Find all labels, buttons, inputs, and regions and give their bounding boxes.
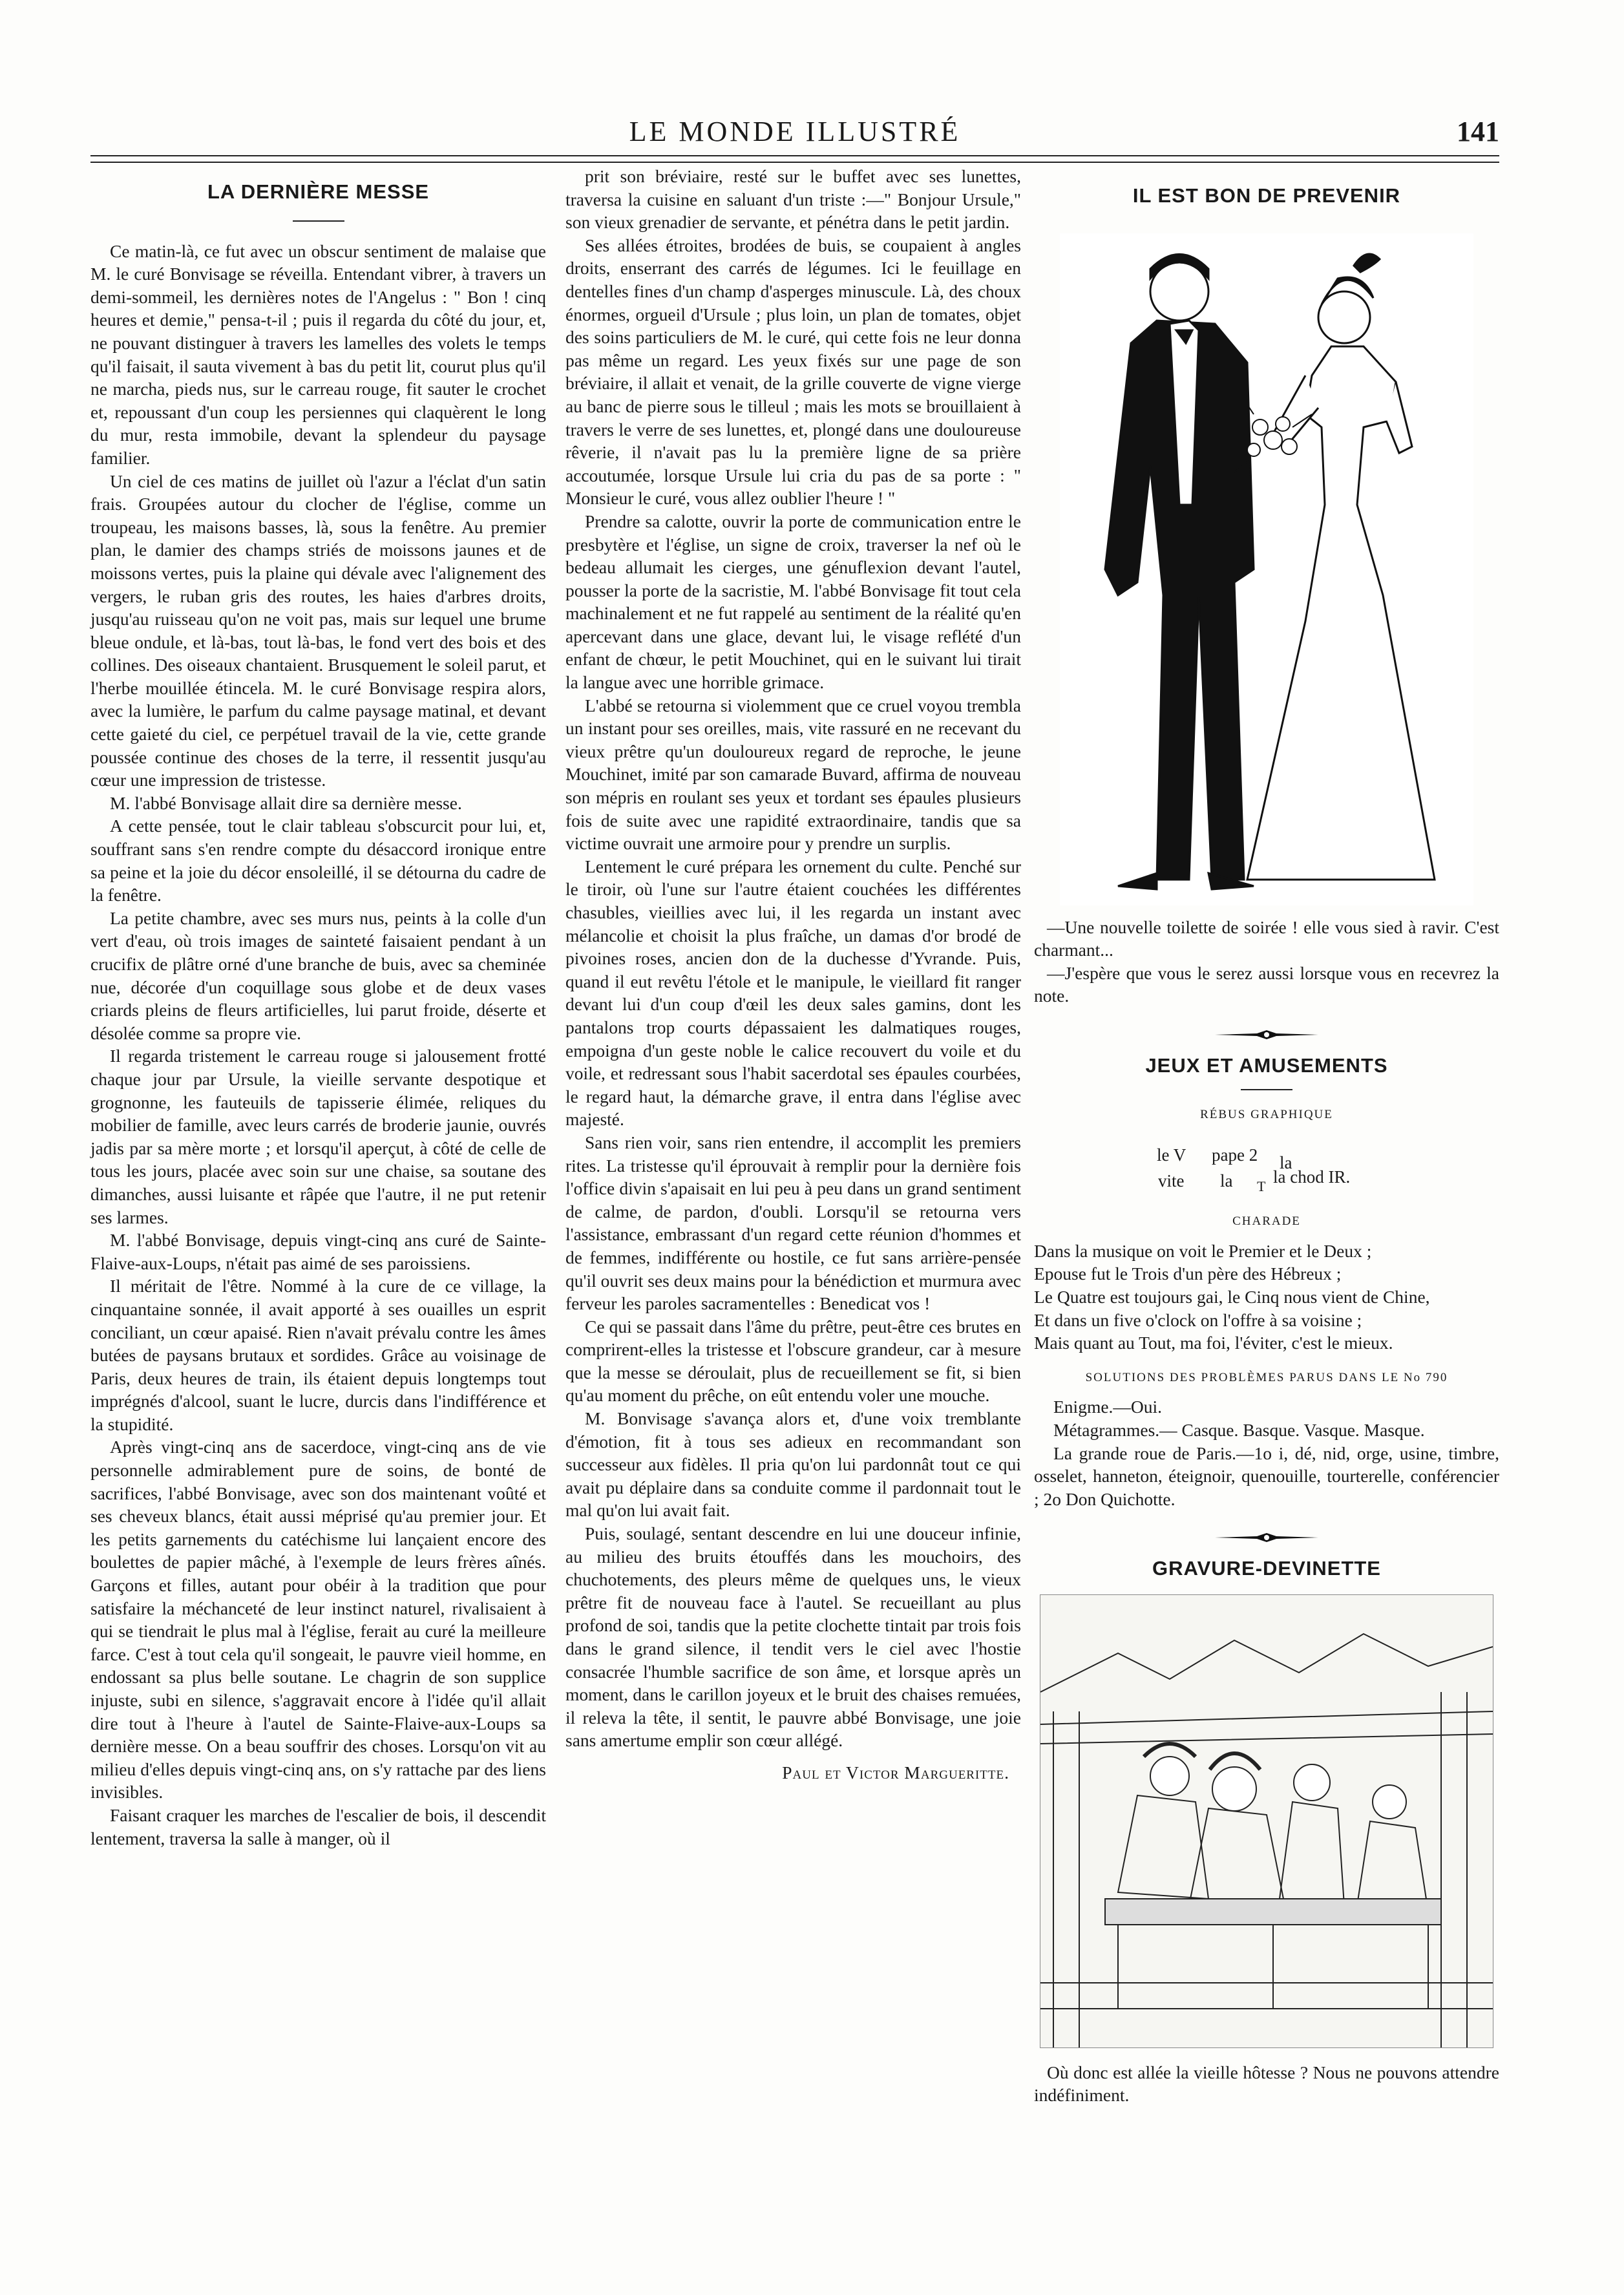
cartoon-illustration [1060, 233, 1473, 905]
cartoon-caption-2: —J'espère que vous le serez aussi lorsque vous en recevrez la note. [1034, 962, 1499, 1006]
puzzle-engraving [1040, 1594, 1493, 2048]
article-paragraph: Ce qui se passait dans l'âme du prêtre, peut-être ces brutes en comprirent-elles la tristesse et l'obscure grandeur, car à mesure que la messe se déroulait, plus de recueillement se fit, si bien qu'au moment du prêche, on eût entendu voler une mouche. [565, 1316, 1021, 1406]
cartoon-caption [1034, 916, 1499, 1008]
charade-line: Mais quant au Tout, ma foi, l'éviter, c'est le mieux. [1034, 1333, 1393, 1353]
puzzle-title: GRAVURE-DEVINETTE [1152, 1557, 1381, 1580]
ornament-divider [1034, 1024, 1499, 1039]
cartoon-title: IL EST BON DE PREVENIR [1132, 184, 1401, 207]
puzzle-caption [1034, 2061, 1499, 2107]
rebus-part: vite [1158, 1171, 1185, 1191]
rebus-part: pape 2 [1212, 1145, 1258, 1165]
rebus-part: la [1220, 1171, 1233, 1191]
solutions-text [1034, 1395, 1499, 1510]
side-column [1034, 165, 1499, 2107]
charade-text [1034, 1240, 1499, 1355]
ornament-divider [1034, 1527, 1499, 1541]
masthead [90, 115, 1499, 154]
article-paragraph: prit son bréviaire, resté sur le buffet avec ses lunettes, traversa la cuisine en saluant d'un triste :—" Bonjour Ursule," son vieux grenadier de servante, et pénétra dans le petit jardin. [565, 166, 1021, 233]
games-rule [1241, 1089, 1292, 1090]
charade-line: Epouse fut le Trois d'un père des Hébreux ; [1034, 1264, 1342, 1284]
rebus-part: la chod IR. [1273, 1167, 1351, 1187]
title-rule [293, 220, 344, 222]
rebus-part: T [1257, 1178, 1266, 1195]
solution-line: Enigme.—Oui. [1053, 1397, 1163, 1417]
article-paragraph: Après vingt-cinq ans de sacerdoce, vingt-cinq ans de vie personnelle admirablement pure de soins, de bonté de sacrifices, l'abbé Bonvisage, avec son dos maintenant voûté et ses cheveux blancs, était aussi méprisé qu'au premier jour. Et les petits garnements du catéchisme lui lançaient encore des boulettes de papier mâché, à l'exemple de leurs frères aînés. Garçons et filles, autant pour obéir à la tradition que pour satisfaire la méchanceté de leur instinct naturel, rivalisaient à qui se tiendrait le plus mal à l'église, ferait au curé la meilleure farce. C'est à tout cela qu'il songeait, le pauvre vieil homme, en endossant sa plus belle soutane. Le chagrin de son supplice injuste, subi en silence, s'aggravait encore à l'idée qu'il allait dire tout à l'heure à l'autel de Sainte-Flaive-aux-Loups sa dernière messe. On a beau souffrir des choses. Lorsqu'on vit au milieu d'elles depuis vingt-cinq ans, on s'y rattache par des liens invisibles. [90, 1437, 546, 1803]
article-signature: Paul et Victor Margueritte. [782, 1762, 1009, 1782]
article-paragraph: Sans rien voir, sans rien entendre, il accomplit les premiers rites. La tristesse qu'il éprouvait à remplir pour la dernière fois l'office divin s'apaisait en lui peu à peu dans un grand sentiment de calme, de pardon, d'oubli. Lorsqu'il se retourna vers l'assistance, embrassant d'un regard cette réunion d'hommes et de femmes, indifférente ou hostile, ce fut sans arrière-pensée qu'il ouvrit ses deux mains pour la bénédiction et murmura avec ferveur les paroles sacramentelles : Benedicat vos ! [565, 1132, 1021, 1314]
article-paragraph: Ses allées étroites, brodées de buis, se coupaient à angles droits, enserrant des carrés de légumes. Ici le feuillage en dentelles fines d'un champ d'asperges minuscule. Là, des choux énormes, orgueil d'Ursule ; plus loin, un plan de tomates, objet des soins particuliers de M. le curé, qui cette fois ne leur donna pas même un regard. Les yeux fixés sur une page de son bréviaire, il allait et venait, de la grille couverte de vigne vierge au banc de pierre sous le tilleul ; mais les mots se brouillaient à travers le verre de ses lunettes, et, plongé dans une douloureuse rêverie, il n'avait pas lu la première ligne de sa prière accoutumée, lorsque Ursule lui cria du pas de sa porte : " Monsieur le curé, vous allez oublier l'heure ! " [565, 235, 1021, 509]
article-paragraph: Puis, soulagé, sentant descendre en lui une douceur infinie, au milieu des bruits étouffés dans les mouchoirs, des chuchotements, des pleurs même de quelques uns, le vieux prêtre fit de nouveau face à l'autel. Se recueillant au plus profond de soi, tandis que la petite clochette tintait par trois fois dans le grand silence, il tendit vers le ciel avec l'hostie consacrée l'humble sacrifice de son âme, et lorsque après un moment, dans le carillon joyeux et le bruit des chaises remuées, il releva la tête, il sentit, le pauvre abbé Bonvisage, une joie sans amertume emplir son cœur allégé. [565, 1523, 1021, 1751]
cartoon-caption-1: —Une nouvelle toilette de soirée ! elle vous sied à ravir. C'est charmant... [1034, 916, 1499, 960]
article-paragraph: M. l'abbé Bonvisage allait dire sa dernière messe. [110, 792, 462, 813]
masthead-rule [90, 155, 1499, 163]
article-paragraph: M. l'abbé Bonvisage, depuis vingt-cinq ans curé de Sainte-Flaive-aux-Loups, n'était pas aimé de ses paroissiens. [90, 1230, 546, 1273]
page-number: 141 [1457, 116, 1499, 147]
article-body-2 [565, 165, 1021, 1752]
article-paragraph: Lentement le curé prépara les ornement du culte. Penché sur le tiroir, où l'une sur l'autre étaient couchées les différentes chasubles, vieillies avec lui, il les regarda un instant avec mélancolie et choisit la plus fraîche, un damas d'or brodé de pivoines roses, ancien don de la duchesse d'Yvrande. Puis, quand il eut revêtu l'étole et le manipule, le vieillard fit ranger devant lui d'un coup d'œil les deux sales gamins, dont les pantalons trop courts dépassaient les dalmatiques rouges, empoigna d'un geste noble le calice recouvert du voile et du voile, et redressant sous l'habit sacerdotal ses épaules courbées, le regard haut, la démarche grave, il entra dans l'église avec majesté. [565, 856, 1021, 1130]
article-body-1 [90, 240, 546, 1850]
rebus-title: RÉBUS GRAPHIQUE [1200, 1107, 1333, 1121]
rebus-part: le V [1157, 1145, 1186, 1165]
rebus-part: la [1280, 1153, 1292, 1173]
games-title: JEUX ET AMUSEMENTS [1145, 1053, 1388, 1077]
article-column-1 [90, 165, 546, 1850]
article-paragraph: Un ciel de ces matins de juillet où l'azur a l'éclat d'un satin frais. Groupées autour du clocher de l'église, comme un troupeau, les maisons basses, là, sous la fenêtre. Au premier plan, le damier des champs striés de moissons jaunes et de moissons vertes, puis la plaine qui dévale avec l'alignement des vergers, le ruban gris des routes, les haies d'arbres droits, jusqu'au ruisseau qu'on ne voit pas, mais sur lequel une brume bleue ondule, et là-bas, tout là-bas, le fond vert des bois et des collines. Des oiseaux chantaient. Brusquement le soleil parut, et l'herbe mouillée étincela. M. le curé Bonvisage respira alors, avec la lumière, le parfum du calme paysage matinal, et devant cette gaieté du ciel, ce perpétuel travail de la vie, cette grande poussée continue des choses de la terre, il ressentit jusqu'au cœur une impression de tristesse. [90, 471, 546, 790]
article-paragraph: La petite chambre, avec ses murs nus, peints à la colle d'un vert d'eau, où trois images de sainteté faisaient pendant à un crucifix de plâtre orné d'une branche de buis, avec sa cheminée nue, décorée d'un coquillage sous globe et de deux vases criards pleins de fleurs artificielles, lui parut froide, déserte et désolée comme sa propre vie. [90, 907, 546, 1043]
rebus-graphic [1034, 1132, 1499, 1203]
article-paragraph: M. Bonvisage s'avança alors et, d'une voix tremblante d'émotion, fit à tous ses adieux en recommandant son successeur aux fidèles. Il pria qu'on lui pardonnât tout ce qui avait pu déplaire dans sa conduite comme il pardonnait tout le mal qu'on lui avait fait. [565, 1408, 1021, 1521]
solutions-title: SOLUTIONS DES PROBLÈMES PARUS DANS LE No 790 [1085, 1370, 1448, 1384]
lady-figure [1247, 254, 1435, 880]
charade-line: Et dans un five o'clock on l'offre à sa voisine ; [1034, 1309, 1362, 1330]
puzzle-caption-text: Où donc est allée la vieille hôtesse ? Nous ne pouvons attendre indéfiniment. [1034, 2062, 1499, 2106]
charade-line: Dans la musique on voit le Premier et le Deux ; [1034, 1240, 1372, 1261]
article-column-2 [565, 165, 1021, 1784]
article-paragraph: L'abbé se retourna si violemment que ce cruel voyou trembla un instant pour ses oreilles, mais, vite rassuré en ne recevant du vieux prêtre qu'un douloureux regard de reproche, le jeune Mouchinet, imité par son camarade Buvard, affirma de nouveau son mépris en roulant ses yeux et tordant ses épaules plusieurs fois de suite avec une rapidité extraordinaire, tandis que sa victime ouvrait une armoire pour y prendre un surplis. [565, 695, 1021, 854]
article-paragraph: Faisant craquer les marches de l'escalier de bois, il descendit lentement, traversa la salle à manger, où il [90, 1804, 546, 1848]
article-paragraph: Il regarda tristement le carreau rouge si jalousement frotté chaque jour par Ursule, la vieille servante despotique et grognonne, les fauteuils de tapisserie élimée, reliques du mobilier de famille, avec leurs carrés de broderie jaunie, ouvrés jadis par sa mère morte ; et lorsqu'il aperçut, à côté de celle de tous les jours, placée avec soin sur une chaise, sa soutane des dimanches, aussi luisante et râpée que l'autre, il ne put retenir ses larmes. [90, 1046, 546, 1227]
article-title: LA DERNIÈRE MESSE [207, 180, 430, 203]
masthead-title: LE MONDE ILLUSTRÉ [629, 116, 961, 147]
solution-line: La grande roue de Paris.—1o i, dé, nid, orge, usine, timbre, osselet, hanneton, éteignoir, quenouille, tourterelle, conférencier ; 2o Don Quichotte. [1034, 1443, 1499, 1509]
solution-line: Métagrammes.— Casque. Basque. Vasque. Masque. [1053, 1419, 1425, 1440]
article-paragraph: A cette pensée, tout le clair tableau s'obscurcit pour lui, et, souffrant sans s'en rendre compte du désaccord ironique entre sa peine et la joie du décor ensoleillé, il se détourna du cadre de la fenêtre. [90, 816, 546, 905]
article-paragraph: Ce matin-là, ce fut avec un obscur sentiment de malaise que M. le curé Bonvisage se réveilla. Entendant vibrer, à travers un demi-sommeil, les dernières notes de l'Angelus : " Bon ! cinq heures et demie," pensa-t-il ; puis il regarda du côté du jour, et, ne pouvant distinguer à travers les lamelles des volets le temps qu'il faisait, il sauta vivement à bas du petit lit, courut plus qu'il ne marcha, pieds nus, sur le carreau rouge, fit sauter le crochet et, repoussant d'un coup les persiennes qui claquèrent le long du mur, resta immobile, devant la splendeur du paysage familier. [90, 240, 546, 468]
charade-title: CHARADE [1232, 1214, 1301, 1229]
gentleman-figure [1105, 254, 1254, 889]
article-paragraph: Il méritait de l'être. Nommé à la cure de ce village, la cinquantaine sonnée, il avait apporté à ses ouailles un esprit conciliant, un cœur apaisé. Rien n'avait prévalu contre les âmes butées de paysans brutaux et sordides. Grâce au voisinage de Paris, deux heures de train, ils étaient depuis longtemps tout imprégnés d'alcool, suant le lucre, durcis dans l'indifférence et la stupidité. [90, 1276, 546, 1434]
charade-line: Le Quatre est toujours gai, le Cinq nous vient de Chine, [1034, 1286, 1430, 1307]
article-paragraph: Prendre sa calotte, ouvrir la porte de communication entre le presbytère et l'église, un signe de croix, traverser la nef où le bedeau allumait les cierges, une génuflexion devant l'autel, pousser la porte de la sacristie, M. l'abbé Bonvisage fit tout cela machinalement et ne fut rappelé au sentiment de la réalité qu'en apercevant dans une glace, devant lui, le visage reflété d'un enfant de chœur, le petit Mouchinet, qui en le suivant lui tirait la langue avec une horrible grimace. [565, 511, 1021, 693]
